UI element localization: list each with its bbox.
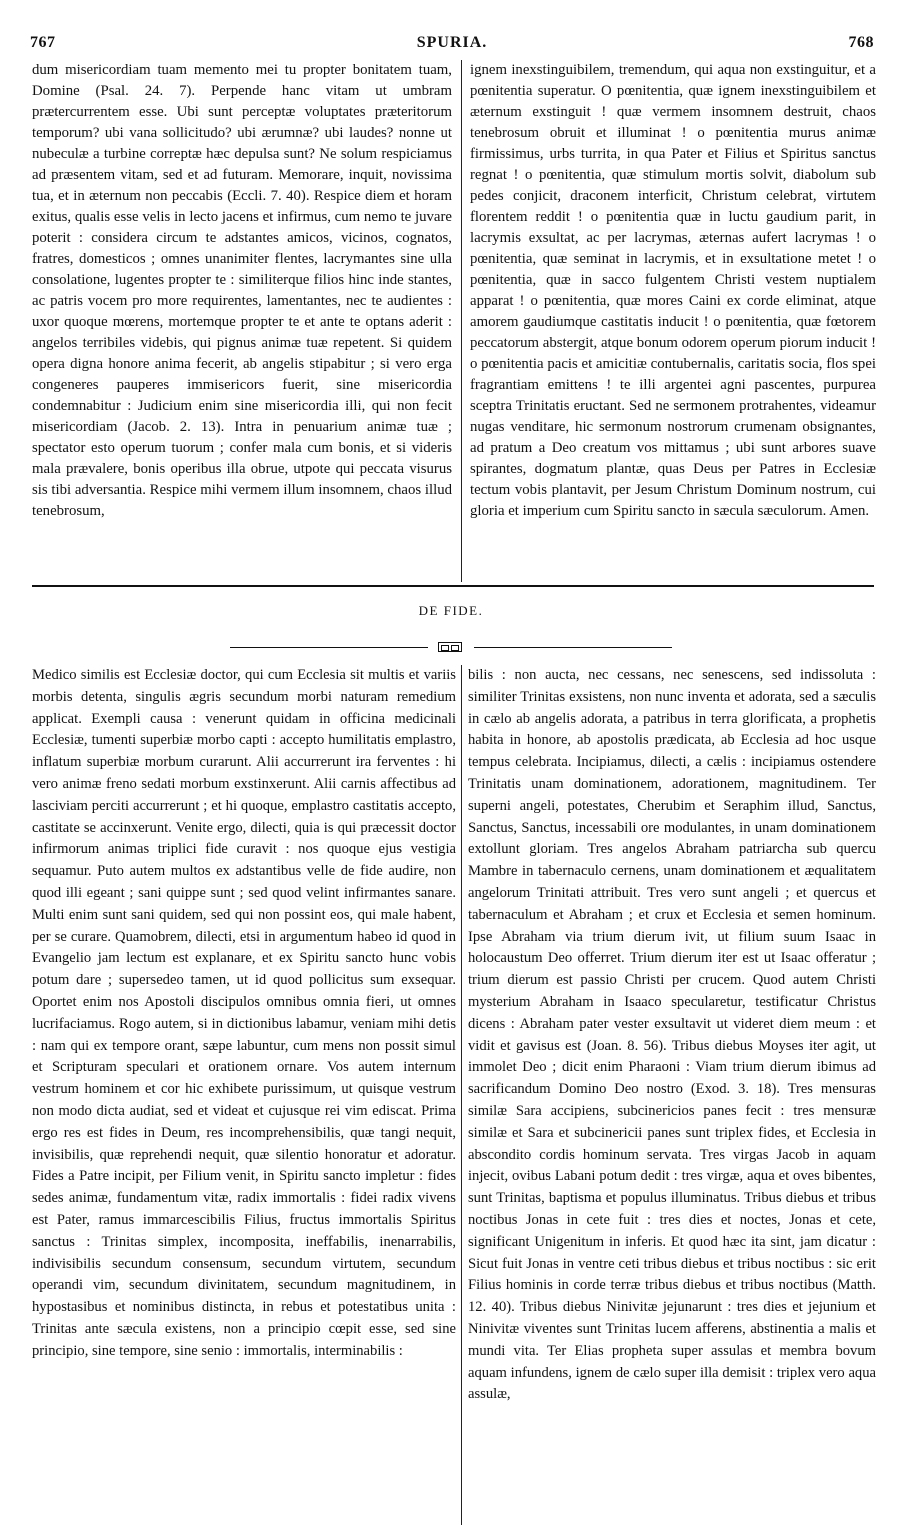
column-bottom-left [32,665,456,1525]
running-header [30,34,874,56]
section-separator-rule [32,585,874,587]
column-divider-top [461,60,462,582]
ornament-icon [438,642,462,652]
column-top-right [470,60,876,584]
column-bottom-right [468,665,876,1525]
text-block-bottom-right: bilis : non aucta, nec cessans, nec senescens, sed indissoluta : similiter Trinitas exsistens, non nunc inventa et adorata, sed a sæculis in cælo ab angelis adorata, a patribus in terra glorificata, a prophetis habita in honore, ab apostolis prædicata, ab Ecclesia ad hoc usque tempus celebrata. Incipiamus, dilecti, a cælis : incipiamus ostendere Trinitatis unam dominationem, adorationem, magnitudinem. Ter superni angeli, potestates, Cherubim et Seraphim illud, Sanctus, Sanctus, Sanctus, incessabili ore modulantes, in unam dominationem extollunt gloriam. Tres angelos Abraham patriarcha sub quercu Mambre in tabernaculo cernens, unam dominationem et æqualitatem angelorum Trinitati attribuit. Tres vero sunt angeli ; et quercus et tabernaculum et Abraham ; et crux et Ecclesia et semen hominum. Ipse Abraham via trium dierum ivit, ut filium suum Isaac in holocaustum Deo offerret. Trium dierum iter est ut Isaac offeratur ; trium dierum est passio Christi per crucem. Quod autem Christi mysterium Abraham in Isaaco specularetur, testificatur Christus dicens : Abraham pater vester exsultavit ut videret diem meum : et vidit et gavisus est (Joan. 8. 56). Tribus diebus Moyses iter agit, ut immolet Deo ; dicit enim Pharaoni : Viam trium dierum ibimus ad sacrificandum Domino Deo nostro (Exod. 3. 18). Tres mensuras similæ Sara accipiens, subcinericios panes fecit : tres mensuræ similæ et Sara et subcinericii panes sunt triplex fides, et Ecclesia in abscondito cordis hominum servata. Tres virgas Jacob in aquam injecit, ovibus Labani potum dedit : tres virgæ, aqua et oves bibentes, sunt Trinitas, baptisma et populus illuminatus. Tribus diebus et tribus noctibus Jonas in cete fuit : tres dies et noctes, Jonas et cete, significant Unigenitum in inferis. Et quod hæc ita sint, jam dicatur : Sicut fuit Jonas in ventre ceti tribus diebus et tribus noctibus : sic erit Filius hominis in corde terræ tribus diebus et tribus noctibus (Matth. 12. 40). Tribus diebus Ninivitæ jejunarunt : tres dies et jejunium et Ninivitæ viventes sunt Trinitas lucem afferens, abstinentia a malis et mundi vita. Ter Elias propheta super assulas et membra bovum aquam infundens, ignem de cælo super illa demisit : triplex vero aqua assulæ, [468,667,876,1403]
page-number-right: 768 [848,34,874,51]
ornament-line-right [474,647,672,648]
ornament-rule [230,642,672,654]
column-divider-bottom [461,665,462,1525]
section-title: DE FIDE. [418,603,484,618]
text-block-top-left: dum misericordiam tuam memento mei tu propter bonitatem tuam, Domine (Psal. 24. 7). Perpende hanc vitam ut umbram prætercurrentem esse. Ubi sunt perceptæ voluptates præteritorum temporum? ubi vana sollicitudo? ubi ærumnæ? ubi laudes? nonne ut nubeculæ a turbine correptæ hæc depulsa sunt? Ne solum respiciamus ad præsentem vitam, sed et ad futuram. Memorare, inquit, novissima tua, et in æternum non peccabis (Eccli. 7. 40). Respice diem et horam exitus, qualis esse velis in lecto jacens et infirmus, cum nemo te juvare poterit : considera circum te adstantes amicos, vicinos, cognatos, fratres, domesticos ; omnes unanimiter flentes, lacrymantes sine ulla consolatione, lugentes propter te : similiterque filios hinc inde stantes, ac patris vocem pro more requirentes, lamentantes, nec te audientes : uxor quoque mœrens, mortemque propter te et ante te optans aderit : angelos terribiles videbis, qui pignus animæ tuæ repetent. Si quidem opera digna honore anima fecerit, ab angelis stipabitur ; si vero erga congeneres pauperes immisericors fuerit, sine misericordia condemnabitur : Judicium enim sine misericordia illi, qui non fecit misericordiam (Jacob. 2. 13). Intra in penuarium animæ tuæ ; spectator esto operum tuorum ; confer mala cum bonis, et si videris mala prævalere, bonis operibus illa obrue, utpote qui peccata visurus sis tibi adversantia. Respice mihi vermem illum insomnem, chaos illud tenebrosum, [32,62,452,519]
text-block-top-right: ignem inexstinguibilem, tremendum, qui aqua non exstinguitur, et a pœnitentia superatur. O pœnitentia, quæ ignem inexstinguibilem et æternum exstinguit ! quæ vermem insomnem destruit, chaos tenebrosum obruit et illuminat ! o pœnitentia murus animæ firmissimus, urbs turrita, in qua Pater et Filius et Spiritus sanctus regnat ! o pœnitentia, quæ stimulum mortis solvit, diabolum sub pedes conjicit, draconem interficit, Christum celebrat, virtutem florentem reddit ! o pœnitentia quæ in luctu gaudium parit, in lacrymis exsultat, ac per lacrymas, æternas aufert lacrymas ! o pœnitentia, quæ seminat in lacrymis, et in exsultatione metet ! o pœnitentia, quæ in sacco fulgentem Christi vestem nuptialem apparat ! o pœnitentia, quæ mores Caini ex corde eliminat, atque amorem gaudiumque castitatis inducit ! o pœnitentia, quæ fœtorem peccatorum abstergit, atque bonum odorem operum piorum inducit ! o pœnitentia pacis et amicitiæ contubernalis, caritatis socia, flos spei fragrantiam emittens ! te illi argentei agni pascentes, purpurea sceptra Trinitatis eructant. Sed ne sermonem protrahentes, videamur nugas venditare, hic sermonum nostrorum crumenam obsignantes, ad pratum a Deo creatum vos mittamus ; ubi sunt arbores suave spirantes, dogmatum plantæ, quas Deus per Patres in Ecclesiæ tectum vobis plantavit, per Jesum Christum Dominum nostrum, cui gloria et imperium cum Spiritu sancto in sæcula sæculorum. Amen. [470,62,876,519]
column-top-left [32,60,452,584]
ornament-line-left [230,647,428,648]
running-title: SPURIA. [416,34,488,51]
page-number-left: 767 [30,34,56,51]
text-block-bottom-left: Medico similis est Ecclesiæ doctor, qui cum Ecclesia sit multis et variis morbis detenta, singulis ægris secundum morbi naturam remedium applicat. Exempli causa : venerunt quidam in officina medicinali Ecclesiæ, tumenti superbiæ morbo capti : accepto humilitatis emplastro, inflatum superbiæ morbum curarunt. Alii accurrerunt ira ferventes : hi vero animæ freno sedati morbum exstinxerunt. Alii carnis affectibus ad lasciviam perciti accurrerunt ; et hi quoque, emplastro castitatis accepto, castitate se accinxerunt. Venite ergo, dilecti, quia is qui præcessit doctor infirmorum animas triplici fide curavit : nos quoque ejus vestigia sequamur. Puto autem multos ex adstantibus velle de fide audire, non quod illi egeant ; sani quippe sunt ; sed quod velint infirmantes sanare. Multi enim sunt sani quidem, sed qui non possint eos, qui male habent, per se curare. Quamobrem, dilecti, etsi in argumentum habeo id quod in Evangelio jam lectum est explanare, et ex Spiritu sancto hunc vobis potum dare ; supersedeo tamen, ut id quod pollicitus sum exsequar. Oportet enim nos Apostoli discipulos omnibus omnia fieri, ut omnes lucrifaciamus. Rogo autem, si in dictionibus labamur, veniam mihi detis : nam qui ex tempore orant, sæpe labuntur, cum mens non possit simul et Scripturam speculari et orationem ornare. Vos autem internum vestrum hominem et cor hic exhibete purissimum, ut quisque vestrum non modo dicta audiat, sed et videat et cujusque rei vim ediscat. Prima ergo res est fides in Deum, res incomprehensibilis, quæ tangi nequit, invisibilis, quæ reprehendi nequit, quæ silentio honoratur et adoratur. Fides a Patre incipit, per Filium venit, in Spiritu sancto impletur : fides sedes animæ, fundamentum vitæ, radix immortalis : fidei radix vivens est Pater, ramus immarcescibilis Filius, fructus immortalis Spiritus sanctus : Trinitas simplex, incomposita, ineffabilis, inenarrabilis, indivisibilis secundum consensum, secundum virtutem, secundum operandi vim, secundum divinitatem, secundum magnitudinem, in hypostasibus et nominibus distincta, in rebus et potestatibus unita : Trinitas ante sæcula existens, non a principio cœpit esse, sed sine principio, sine tempore, sine senio : immortalis, interminabilis : [32,667,456,1359]
